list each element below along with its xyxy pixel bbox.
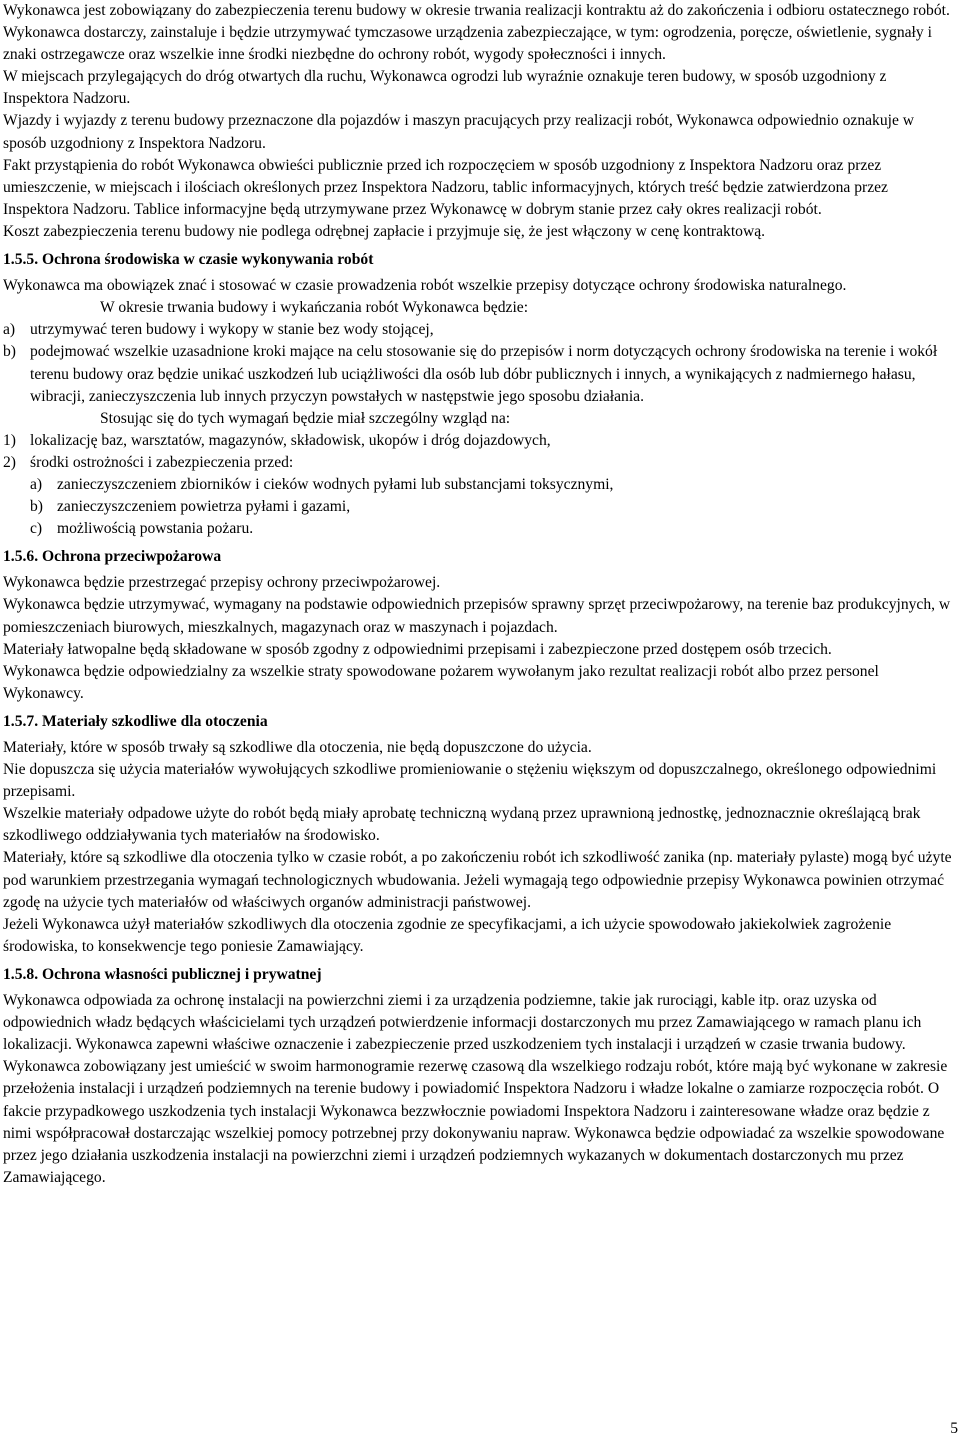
paragraph: Koszt zabezpieczenia terenu budowy nie podlega odrębnej zapłacie i przyjmuje się, że jest włączony w cenę kontraktową. <box>3 222 766 240</box>
list-text: możliwością powstania pożaru. <box>57 520 254 538</box>
section-heading-1-5-8: 1.5.8. Ochrona własności publicznej i prywatnej <box>3 965 322 983</box>
list-text: środki ostrożności i zabezpieczenia przed: <box>30 453 294 471</box>
section-heading-1-5-7: 1.5.7. Materiały szkodliwe dla otoczenia <box>3 712 268 730</box>
list-label: 2) <box>3 453 16 471</box>
list-label: 1) <box>3 431 16 449</box>
list-label: b) <box>3 343 16 361</box>
paragraph: Wykonawca dostarczy, zainstaluje i będzie utrzymywać tymczasowe urządzenia zabezpieczające, w tym: ogrodzenia, poręcze, oświetlenie, sygnały i znaki ostrzegawcze oraz wszelkie inne środki niezbędne do ochrony robót, wygody społeczności i innych. <box>3 24 932 64</box>
paragraph: Wykonawca ma obowiązek znać i stosować w czasie prowadzenia robót wszelkie przepisy dotyczące ochrony środowiska naturalnego. <box>3 277 847 295</box>
paragraph: Wykonawca jest zobowiązany do zabezpieczenia terenu budowy w okresie trwania realizacji kontraktu aż do zakończenia i odbioru ostatecznego robót. <box>3 2 950 19</box>
list-label: a) <box>30 475 43 493</box>
paragraph: Wykonawca będzie utrzymywać, wymagany na podstawie odpowiednich przepisów sprawny sprzęt przeciwpożarowy, na terenie baz produkcyjnych, w pomieszczeniach biurowych, mieszkalnych, magazynach oraz w maszynach i pojazdach. <box>3 596 951 636</box>
list-text: utrzymywać teren budowy i wykopy w stanie bez wody stojącej, <box>30 321 434 339</box>
document-page <box>3 0 956 1189</box>
list-item <box>3 341 956 407</box>
list-item <box>3 496 956 518</box>
paragraph: Materiały łatwopalne będą składowane w sposób zgodny z odpowiednimi przepisami i zabezpieczone przed dostępem osób trzecich. <box>3 640 832 658</box>
list-item <box>3 452 956 474</box>
paragraph: Wjazdy i wyjazdy z terenu budowy przeznaczone dla pojazdów i maszyn pracujących przy realizacji robót, Wykonawca odpowiednio oznakuje w sposób uzgodniony z Inspektora Nadzoru. <box>3 112 915 152</box>
list-item <box>3 518 956 540</box>
paragraph: Wykonawca będzie odpowiedzialny za wszelkie straty spowodowane pożarem wywołanym jako rezultat realizacji robót albo przez personel Wykonawcy. <box>3 662 879 702</box>
list-text: zanieczyszczeniem powietrza pyłami i gazami, <box>57 498 351 516</box>
list-item <box>3 319 956 341</box>
paragraph: Wykonawca odpowiada za ochronę instalacji na powierzchni ziemi i za urządzenia podziemne, takie jak rurociągi, kable itp. oraz uzyska od odpowiednich władz będących właścicielami tych urządzeń potwierdzenie informacji dostarczonych mu przez Zamawiającego w ramach planu ich lokalizacji. Wykonawca zapewni właściwe oznaczenie i zabezpieczenie przed uszkodzeniem tych instalacji i urządzeń w czasie trwania budowy. <box>3 992 922 1054</box>
paragraph: W miejscach przylegających do dróg otwartych dla ruchu, Wykonawca ogrodzi lub wyraźnie oznakuje teren budowy, w sposób uzgodniony z Inspektora Nadzoru. <box>3 68 887 108</box>
paragraph: Stosując się do tych wymagań będzie miał szczególny wzgląd na: <box>100 409 511 427</box>
paragraph: Wszelkie materiały odpadowe użyte do robót będą miały aprobatę techniczną wydaną przez uprawnioną jednostkę, jednoznacznie określającą brak szkodliwego oddziaływania tych materiałów na środowisko. <box>3 805 921 845</box>
list-label: c) <box>30 520 43 538</box>
list-item <box>3 430 956 452</box>
paragraph: Materiały, które są szkodliwe dla otoczenia tylko w czasie robót, a po zakończeniu robót ich szkodliwość zanika (np. materiały pylaste) mogą być użyte pod warunkiem przestrzegania wymagań technologicznych wbudowania. Jeżeli wymagają tego odpowiednie przepisy Wykonawca powinien otrzymać zgodę na użycie tych materiałów od właściwych organów administracji państwowej. <box>3 849 952 911</box>
paragraph: Wykonawca będzie przestrzegać przepisy ochrony przeciwpożarowej. <box>3 574 441 592</box>
list-label: a) <box>3 321 16 339</box>
paragraph: W okresie trwania budowy i wykańczania robót Wykonawca będzie: <box>100 299 529 317</box>
paragraph: Wykonawca zobowiązany jest umieścić w swoim harmonogramie rezerwę czasową dla wszelkiego rodzaju robót, które mają być wykonane w zakresie przełożenia instalacji i urządzeń podziemnych na terenie budowy i powiadomić Inspektora Nadzoru i władze lokalne o zamiarze rozpoczęcia robót. O fakcie przypadkowego uszkodzenia tych instalacji Wykonawca bezzwłocznie powiadomi Inspektora Nadzoru i zainteresowane władze oraz będzie z nimi współpracował dostarczając wszelkiej pomocy potrzebnej przy dokonywaniu napraw. Wykonawca będzie odpowiadać za wszelkie spowodowane przez jego działania uszkodzenia instalacji na powierzchni ziemi i urządzeń podziemnych wykazanych w dokumentach dostarczonych mu przez Zamawiającego. <box>3 1058 948 1186</box>
paragraph: Materiały, które w sposób trwały są szkodliwe dla otoczenia, nie będą dopuszczone do użycia. <box>3 739 592 756</box>
list-label: b) <box>30 498 43 516</box>
list-text: zanieczyszczeniem zbiorników i cieków wodnych pyłami lub substancjami toksycznymi, <box>57 475 614 493</box>
paragraph: Nie dopuszcza się użycia materiałów wywołujących szkodliwe promieniowanie o stężeniu większym od dopuszczalnego, określonego odpowiednimi przepisami. <box>3 761 937 801</box>
paragraph: Jeżeli Wykonawca użył materiałów szkodliwych dla otoczenia zgodnie ze specyfikacjami, a ich użycie spowodowało jakiekolwiek zagrożenie środowiska, to konsekwencje tego poniesie Zamawiający. <box>3 915 892 955</box>
page-number: 5 <box>950 1420 958 1437</box>
section-heading-1-5-6: 1.5.6. Ochrona przeciwpożarowa <box>3 548 222 566</box>
list-item <box>3 474 956 496</box>
list-text: lokalizację baz, warsztatów, magazynów, składowisk, ukopów i dróg dojazdowych, <box>30 431 551 449</box>
paragraph: Fakt przystąpienia do robót Wykonawca obwieści publicznie przed ich rozpoczęciem w sposób uzgodniony z Inspektora Nadzoru oraz przez umieszczenie, w miejscach i ilościach określonych przez Inspektora Nadzoru, tablic informacyjnych, których treść będzie zatwierdzona przez Inspektora Nadzoru. Tablice informacyjne będą utrzymywane przez Wykonawcę w dobrym stanie przez cały okres realizacji robót. <box>3 156 888 218</box>
section-heading-1-5-5: 1.5.5. Ochrona środowiska w czasie wykonywania robót <box>3 251 374 269</box>
list-text: podejmować wszelkie uzasadnione kroki mające na celu stosowanie się do przepisów i norm dotyczących ochrony środowiska na terenie i wokół terenu budowy oraz będzie unikać uszkodzeń lub uciążliwości dla osób lub dóbr publicznych i innych, a wynikających z nadmiernego hałasu, wibracji, zanieczyszczenia lub innych przyczyn powstałych w następstwie jego sposobu działania. <box>30 343 938 405</box>
